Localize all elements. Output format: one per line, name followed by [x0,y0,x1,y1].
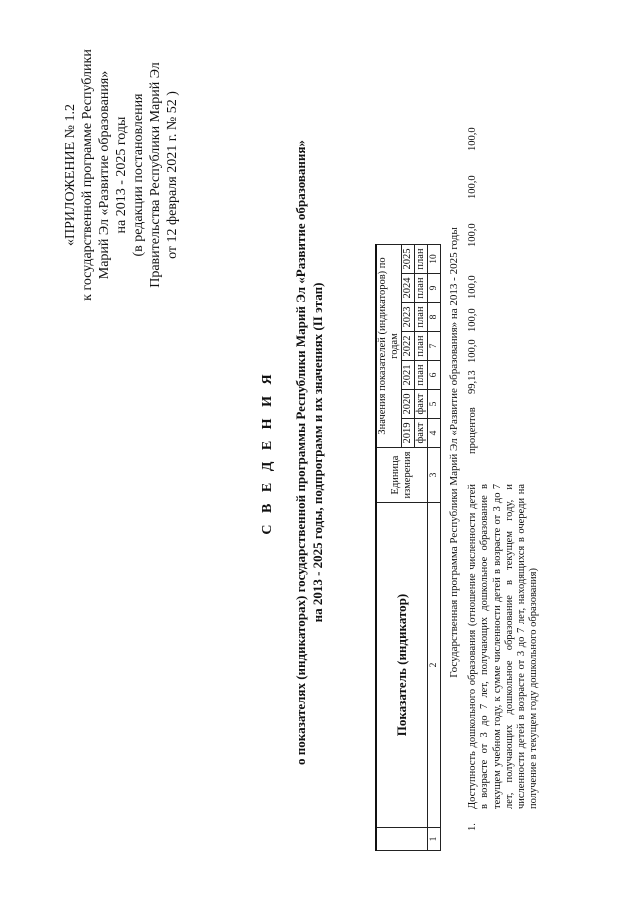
header-kind: план [415,245,428,274]
header-num-cell [376,828,428,851]
header-unit [376,448,428,503]
subtitle-line: о показателях (индикаторах) государственной программы Республики Марий Эл «Развитие образования» [293,140,308,765]
row-value: 100,0 [467,223,478,247]
header-kind: факт [415,419,428,448]
header-year: 2021 [402,361,415,390]
row-value: 100,0 [467,308,478,332]
subtitle-line: на 2013 - 2025 годы, подпрограмм и их значениях (II этап) [310,282,325,623]
approval-line: (в редакции постановления [131,93,146,257]
header-year: 2023 [402,303,415,332]
header-unit-line: измерения [402,451,413,499]
row-value: 100,0 [467,175,478,199]
document-title: С В Е Д Е Н И Я [260,370,275,535]
approval-line: «ПРИЛОЖЕНИЕ № 1.2 [63,104,78,246]
program-heading: Государственная программа Республики Марий Эл «Развитие образования» на 2013 - 2025 годы [448,227,460,678]
approval-line: Марий Эл «Развитие образования» [97,70,112,280]
column-number: 7 [428,332,441,361]
row-value: 100,0 [467,127,478,151]
header-year: 2022 [402,332,415,361]
header-kind: план [415,361,428,390]
column-number: 3 [428,448,441,503]
approval-line: к государственной программе Республики [80,49,95,301]
header-indicator: Показатель (индикатор) [376,503,428,828]
table-header-row [376,245,402,851]
column-number: 5 [428,390,441,419]
approval-line: Правительства Республики Марий Эл [148,62,163,288]
approval-stamp [62,45,181,305]
column-number: 6 [428,361,441,390]
column-number: 8 [428,303,441,332]
header-year: 2019 [402,419,415,448]
header-year: 2020 [402,390,415,419]
header-kind: факт [415,390,428,419]
header-unit-line: Единица [390,455,401,495]
header-kind: план [415,303,428,332]
header-year: 2025 [402,245,415,274]
header-values-group: Значения показателей (индикаторов) по годам [376,245,402,448]
column-number: 9 [428,274,441,303]
row-value: 99,13 [467,370,478,394]
row-description: Доступность дошкольного образования (отношение численности детей в возрасте от 3 до 7 лет, получающих дошкольное образование в текущем учебном году, к сумме численности детей в возрасте от 3 до 7 лет, получающих дошкольное образование в текущем году, и численности детей в возрасте от 3 до 7 лет, находящихся в очереди на получение в текущем году дошкольного образования) [467,484,540,809]
document-subtitle [292,60,326,845]
row-number: 1. [467,823,478,831]
column-number: 2 [428,503,441,828]
column-number: 1 [428,828,441,851]
header-year: 2024 [402,274,415,303]
row-value: 100,0 [467,339,478,363]
column-number: 4 [428,419,441,448]
indicators-table [375,244,441,851]
approval-line: на 2013 - 2025 годы [114,116,129,234]
header-kind: план [415,332,428,361]
column-number: 10 [428,245,441,274]
column-numbers-row [428,245,441,851]
row-unit: процентов [467,407,478,454]
approval-line: от 12 февраля 2021 г. № 52 ) [165,91,180,259]
row-value: 100,0 [467,275,478,299]
header-kind: план [415,274,428,303]
